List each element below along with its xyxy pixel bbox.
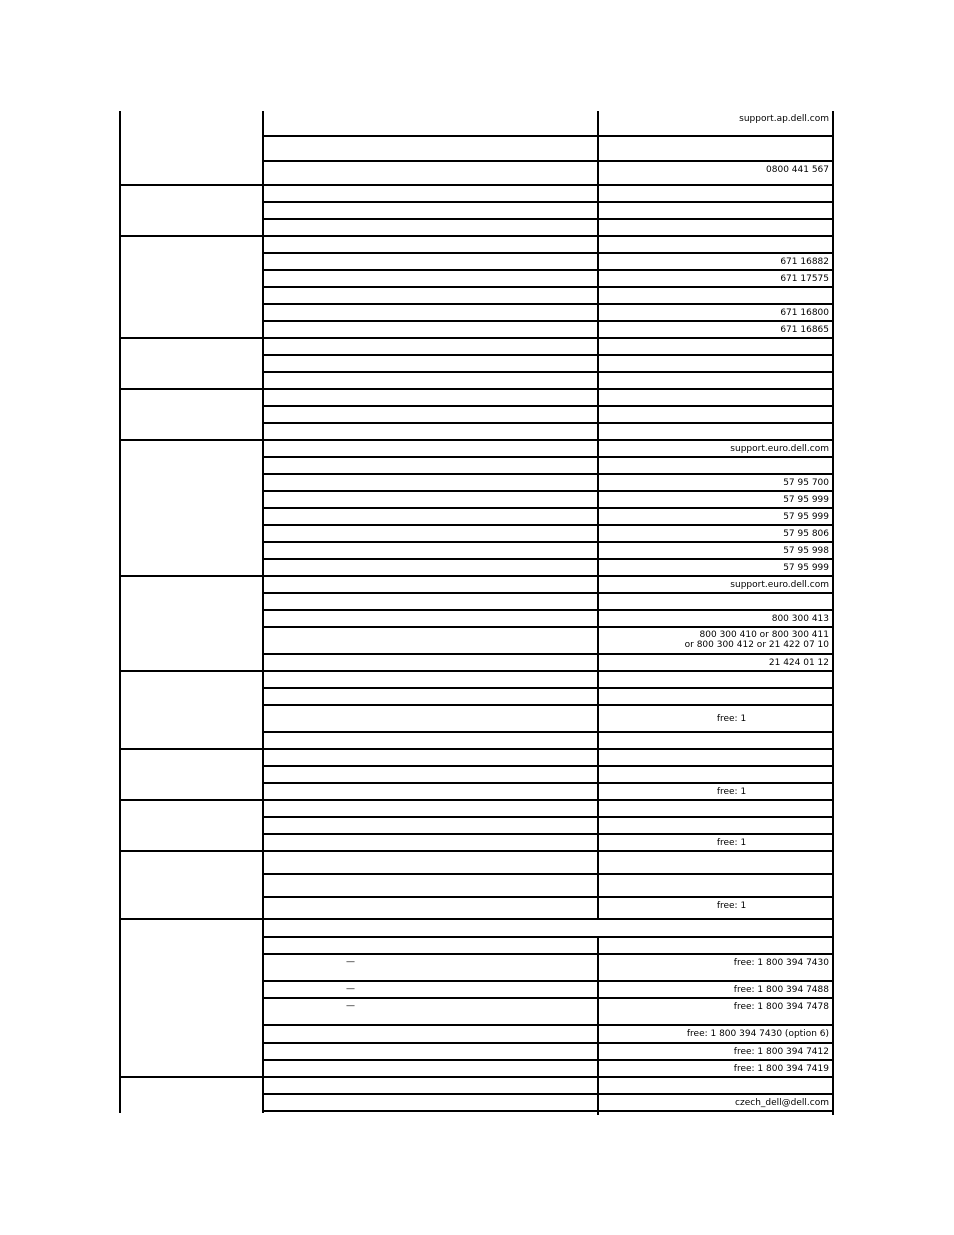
service-cell: [262, 748, 598, 765]
contact-value: [597, 670, 834, 687]
contact-value: [597, 354, 834, 371]
contact-value: [597, 765, 834, 782]
contact-value: [597, 286, 834, 303]
service-cell: [262, 1042, 598, 1059]
service-cell: [262, 953, 598, 980]
service-cell: [262, 592, 598, 609]
contact-value: 57 95 998: [597, 541, 834, 558]
service-cell: [262, 997, 598, 1024]
contact-value: [597, 850, 834, 873]
service-cell: [262, 456, 598, 473]
contact-value: support.ap.dell.com: [597, 111, 834, 135]
contact-value: [597, 456, 834, 473]
service-cell: [262, 626, 598, 653]
country-cell: [119, 184, 264, 235]
service-cell: [262, 218, 598, 235]
service-cell: [262, 833, 598, 850]
country-cell: [119, 799, 264, 850]
contact-value: support.euro.dell.com: [597, 575, 834, 592]
service-cell: [262, 1110, 598, 1113]
service-cell: [262, 1024, 598, 1042]
service-cell: [262, 873, 598, 896]
service-cell: [262, 704, 598, 731]
service-cell: [262, 524, 598, 541]
contact-value: [597, 337, 834, 354]
service-cell: [262, 337, 598, 354]
contact-value: free: 1: [597, 782, 834, 799]
country-cell: [119, 748, 264, 799]
contact-value: 671 16865: [597, 320, 834, 337]
service-cell: [262, 541, 598, 558]
service-cell: [262, 111, 598, 135]
dash-mark: —: [346, 984, 355, 994]
country-cell: [119, 439, 264, 575]
contact-value: 800 300 410 or 800 300 411 or 800 300 412 or 21 422 07 10: [597, 626, 834, 653]
contact-value: [597, 816, 834, 833]
contact-value: [597, 873, 834, 896]
service-cell: [262, 936, 598, 953]
contact-value: 57 95 700: [597, 473, 834, 490]
country-cell: [119, 111, 264, 184]
contact-value: 57 95 999: [597, 507, 834, 524]
service-cell: [262, 252, 598, 269]
contact-value: free: 1 800 394 7430 (option 6): [597, 1024, 834, 1042]
service-cell: [262, 687, 598, 704]
country-cell: [119, 235, 264, 337]
contact-value: [597, 371, 834, 388]
service-cell: [262, 816, 598, 833]
service-cell: [262, 303, 598, 320]
contact-value: support.euro.dell.com: [597, 439, 834, 456]
country-cell: [119, 850, 264, 918]
contact-value: [597, 1110, 834, 1115]
service-cell: [262, 670, 598, 687]
contact-value: free: 1 800 394 7430: [597, 953, 834, 980]
country-cell: [119, 337, 264, 388]
country-cell: [119, 918, 264, 1076]
service-cell: [262, 235, 598, 252]
service-cell: [262, 388, 598, 405]
contact-value: 57 95 999: [597, 490, 834, 507]
contact-value: free: 1 800 394 7419: [597, 1059, 834, 1076]
contact-value: free: 1 800 394 7412: [597, 1042, 834, 1059]
contact-value: [597, 1076, 834, 1093]
service-cell: [262, 286, 598, 303]
service-cell: [262, 507, 598, 524]
service-cell: [262, 765, 598, 782]
service-cell: [262, 135, 598, 160]
service-cell: [262, 201, 598, 218]
contact-value: [597, 218, 834, 235]
service-cell: [262, 782, 598, 799]
contact-value: free: 1: [597, 704, 834, 731]
contact-value: [597, 799, 834, 816]
contact-value: [597, 184, 834, 201]
service-cell: [262, 558, 598, 575]
contact-value: 0800 441 567: [597, 160, 834, 184]
service-cell: [262, 160, 598, 184]
service-cell: [262, 422, 598, 439]
contact-value: [597, 592, 834, 609]
contact-value: free: 1: [597, 896, 834, 918]
service-cell: [262, 1059, 598, 1076]
contact-value: 800 300 413: [597, 609, 834, 626]
service-cell: [262, 1093, 598, 1110]
dash-mark: —: [346, 957, 355, 967]
contact-value: [597, 936, 834, 953]
service-cell: [262, 354, 598, 371]
service-cell: [262, 473, 598, 490]
service-cell: [262, 609, 598, 626]
contact-value: 671 16882: [597, 252, 834, 269]
contact-value: [597, 687, 834, 704]
service-cell: [262, 896, 598, 918]
service-cell: [262, 653, 598, 670]
contact-value: [597, 748, 834, 765]
service-cell: [262, 799, 598, 816]
service-cell: [262, 269, 598, 286]
contact-value: [597, 388, 834, 405]
contact-value: 57 95 806: [597, 524, 834, 541]
service-cell: [262, 980, 598, 997]
service-cell: [262, 731, 598, 748]
service-cell: [262, 184, 598, 201]
service-cell: [262, 405, 598, 422]
contact-value: 671 16800: [597, 303, 834, 320]
service-cell: [262, 575, 598, 592]
contact-value: free: 1 800 394 7478: [597, 997, 834, 1024]
country-cell: [119, 388, 264, 439]
contact-value: 21 424 01 12: [597, 653, 834, 670]
contact-value: [597, 201, 834, 218]
service-cell: [262, 1076, 598, 1093]
service-cell: [262, 850, 598, 873]
country-cell: [119, 670, 264, 748]
service-cell: [262, 320, 598, 337]
service-cell: [262, 490, 598, 507]
service-cell: [262, 371, 598, 388]
country-cell: [119, 575, 264, 670]
contact-value: free: 1 800 394 7488: [597, 980, 834, 997]
contact-value: [597, 422, 834, 439]
contact-value: [597, 235, 834, 252]
contact-value: [597, 731, 834, 748]
section-header-cell: [262, 918, 834, 936]
contact-value: free: 1: [597, 833, 834, 850]
service-cell: [262, 439, 598, 456]
contact-value: [597, 405, 834, 422]
contact-value: czech_dell@dell.com: [597, 1093, 834, 1110]
country-cell: [119, 1076, 264, 1113]
dash-mark: —: [346, 1001, 355, 1011]
contact-value: 57 95 999: [597, 558, 834, 575]
contact-value: 671 17575: [597, 269, 834, 286]
contact-value: [597, 135, 834, 160]
